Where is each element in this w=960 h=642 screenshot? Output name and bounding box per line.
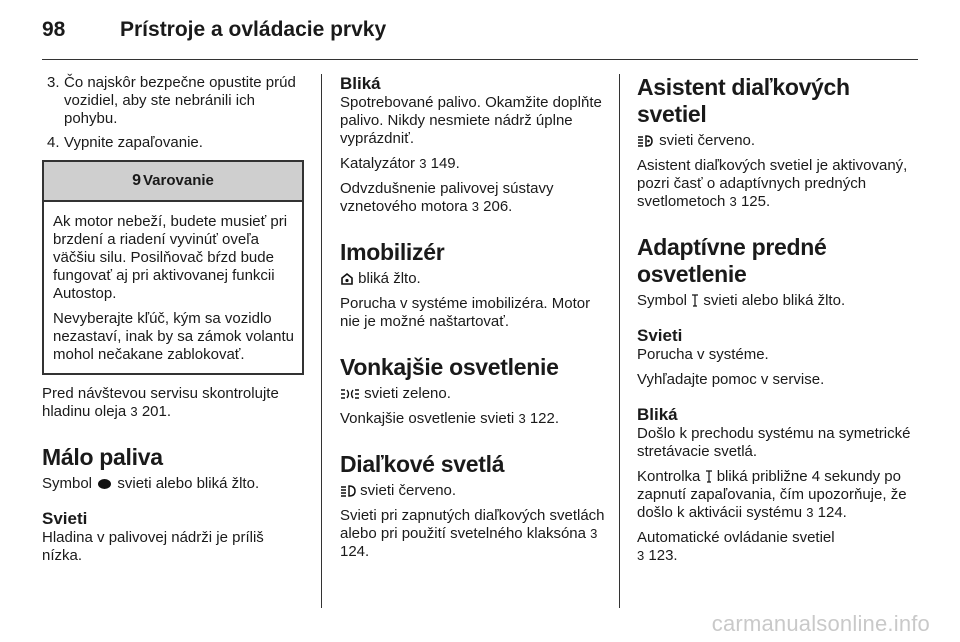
svieti-paragraph-2: Vyhľadajte pomoc v servise. (637, 371, 825, 388)
page-ref-icon: 3 (729, 194, 737, 209)
section-heading-adaptive-lights: Adaptívne predné osvetlenie (637, 234, 827, 287)
odvzdusnenie-paragraph: Odvzdušnenie palivovej sústavy vznetového motora 3 206. (340, 180, 554, 215)
page-title: Prístroje a ovládacie prvky (120, 18, 387, 41)
page-ref-icon: 3 (130, 404, 138, 419)
high-beam-paragraph: Svieti pri zapnutých diaľkových svetlách alebo pri použití svetelného klaksóna 3 124. (340, 507, 605, 560)
section-heading-high-beam: Diaľkové svetlá (340, 451, 505, 477)
column-1 (42, 74, 304, 572)
high-beam-icon (340, 485, 356, 497)
fuel-warning-icon (98, 479, 111, 489)
assist-paragraph: Asistent diaľkových svetiel je aktivovaný, pozri časť o adaptívnych predných svetlometoch 3 125. (637, 157, 908, 210)
column-divider-2 (619, 74, 620, 608)
section-heading-high-beam-assist: Asistent diaľkových svetiel (637, 74, 850, 127)
subheading-blika: Bliká (340, 74, 381, 93)
imobilizer-paragraph: Porucha v systéme imobilizéra. Motor nie je možné naštartovať. (340, 295, 591, 330)
afl-icon (691, 294, 699, 307)
section-heading-low-fuel: Málo paliva (42, 444, 163, 470)
warning-body (44, 202, 302, 373)
page-ref-icon: 3 (471, 199, 479, 214)
warning-icon: 9 (132, 172, 141, 189)
column-divider-1 (321, 74, 322, 608)
subheading-svieti: Svieti (637, 326, 683, 345)
list-item: 4. Vypnite zapaľovanie. (47, 134, 203, 151)
page-number: 98 (42, 18, 66, 41)
high-beam-assist-icon (637, 135, 655, 147)
service-paragraph: Pred návštevou servisu skontrolujte hladinu oleja 3 201. (42, 385, 279, 420)
blika-paragraph: Došlo k prechodu systému na symetrické stretávacie svetlá. (637, 425, 911, 460)
svieti-paragraph: Porucha v systéme. (637, 346, 769, 363)
header-rule (42, 59, 918, 60)
column-2 (340, 74, 606, 568)
exterior-light-icon (340, 388, 360, 400)
low-fuel-paragraph: Symbol svieti alebo bliká žlto. (42, 475, 260, 492)
auto-lights-paragraph: Automatické ovládanie svetiel 3 123. (637, 529, 835, 564)
subheading-svieti: Svieti (42, 509, 88, 528)
blika-paragraph: Spotrebované palivo. Okamžite doplňte palivo. Nikdy nesmiete nádrž úplne vyprázdniť. (340, 94, 602, 147)
immobilizer-icon (340, 272, 354, 285)
warning-heading: 9 Varovanie (44, 162, 302, 202)
kontrolka-paragraph: Kontrolka bliká približne 4 sekundy po zapnutí zapaľovania, čím upozorňuje, že došlo k aktivácii systému 3 124. (637, 468, 907, 521)
exterior-paragraph: Vonkajšie osvetlenie svieti 3 122. (340, 410, 560, 427)
warning-text: Ak motor nebeží, budete musieť pri brzdení a riadení vyvinúť oveľa väčšiu silu. Posilňovač bŕzd bude fungovať aj pri aktivovanej funkcii Autostop. (53, 213, 288, 302)
afl-icon (705, 470, 713, 483)
page-header (42, 14, 918, 64)
list-item: 3. Čo najskôr bezpečne opustite prúd vozidiel, aby ste nebránili ich pohybu. (47, 74, 296, 127)
afl-paragraph: Symbol svieti alebo bliká žlto. (637, 292, 846, 309)
warning-box (42, 160, 304, 375)
imobilizer-status: bliká žlto. (340, 270, 606, 288)
watermark: carmanualsonline.info (711, 611, 930, 636)
page-ref-icon: 3 (806, 505, 814, 520)
page-ref-icon: 3 (637, 548, 645, 563)
katalyzator-paragraph: Katalyzátor 3 149. (340, 155, 460, 172)
page-ref-icon: 3 (419, 156, 427, 171)
section-heading-exterior-lights: Vonkajšie osvetlenie (340, 354, 559, 380)
steps-list (42, 74, 304, 152)
warning-text: Nevyberajte kľúč, kým sa vozidlo nezastaví, inak by sa zámok volantu mohol nečakane zablokovať. (53, 310, 294, 363)
page-ref-icon: 3 (518, 411, 526, 426)
exterior-status: svieti zeleno. (340, 385, 606, 403)
svieti-paragraph: Hladina v palivovej nádrži je príliš nízka. (42, 529, 264, 564)
assist-status: svieti červeno. (637, 132, 913, 150)
section-heading-imobilizer: Imobilizér (340, 239, 445, 265)
high-beam-status: svieti červeno. (340, 482, 606, 500)
subheading-blika: Bliká (637, 405, 678, 424)
column-3 (637, 74, 913, 572)
page-ref-icon: 3 (590, 526, 598, 541)
